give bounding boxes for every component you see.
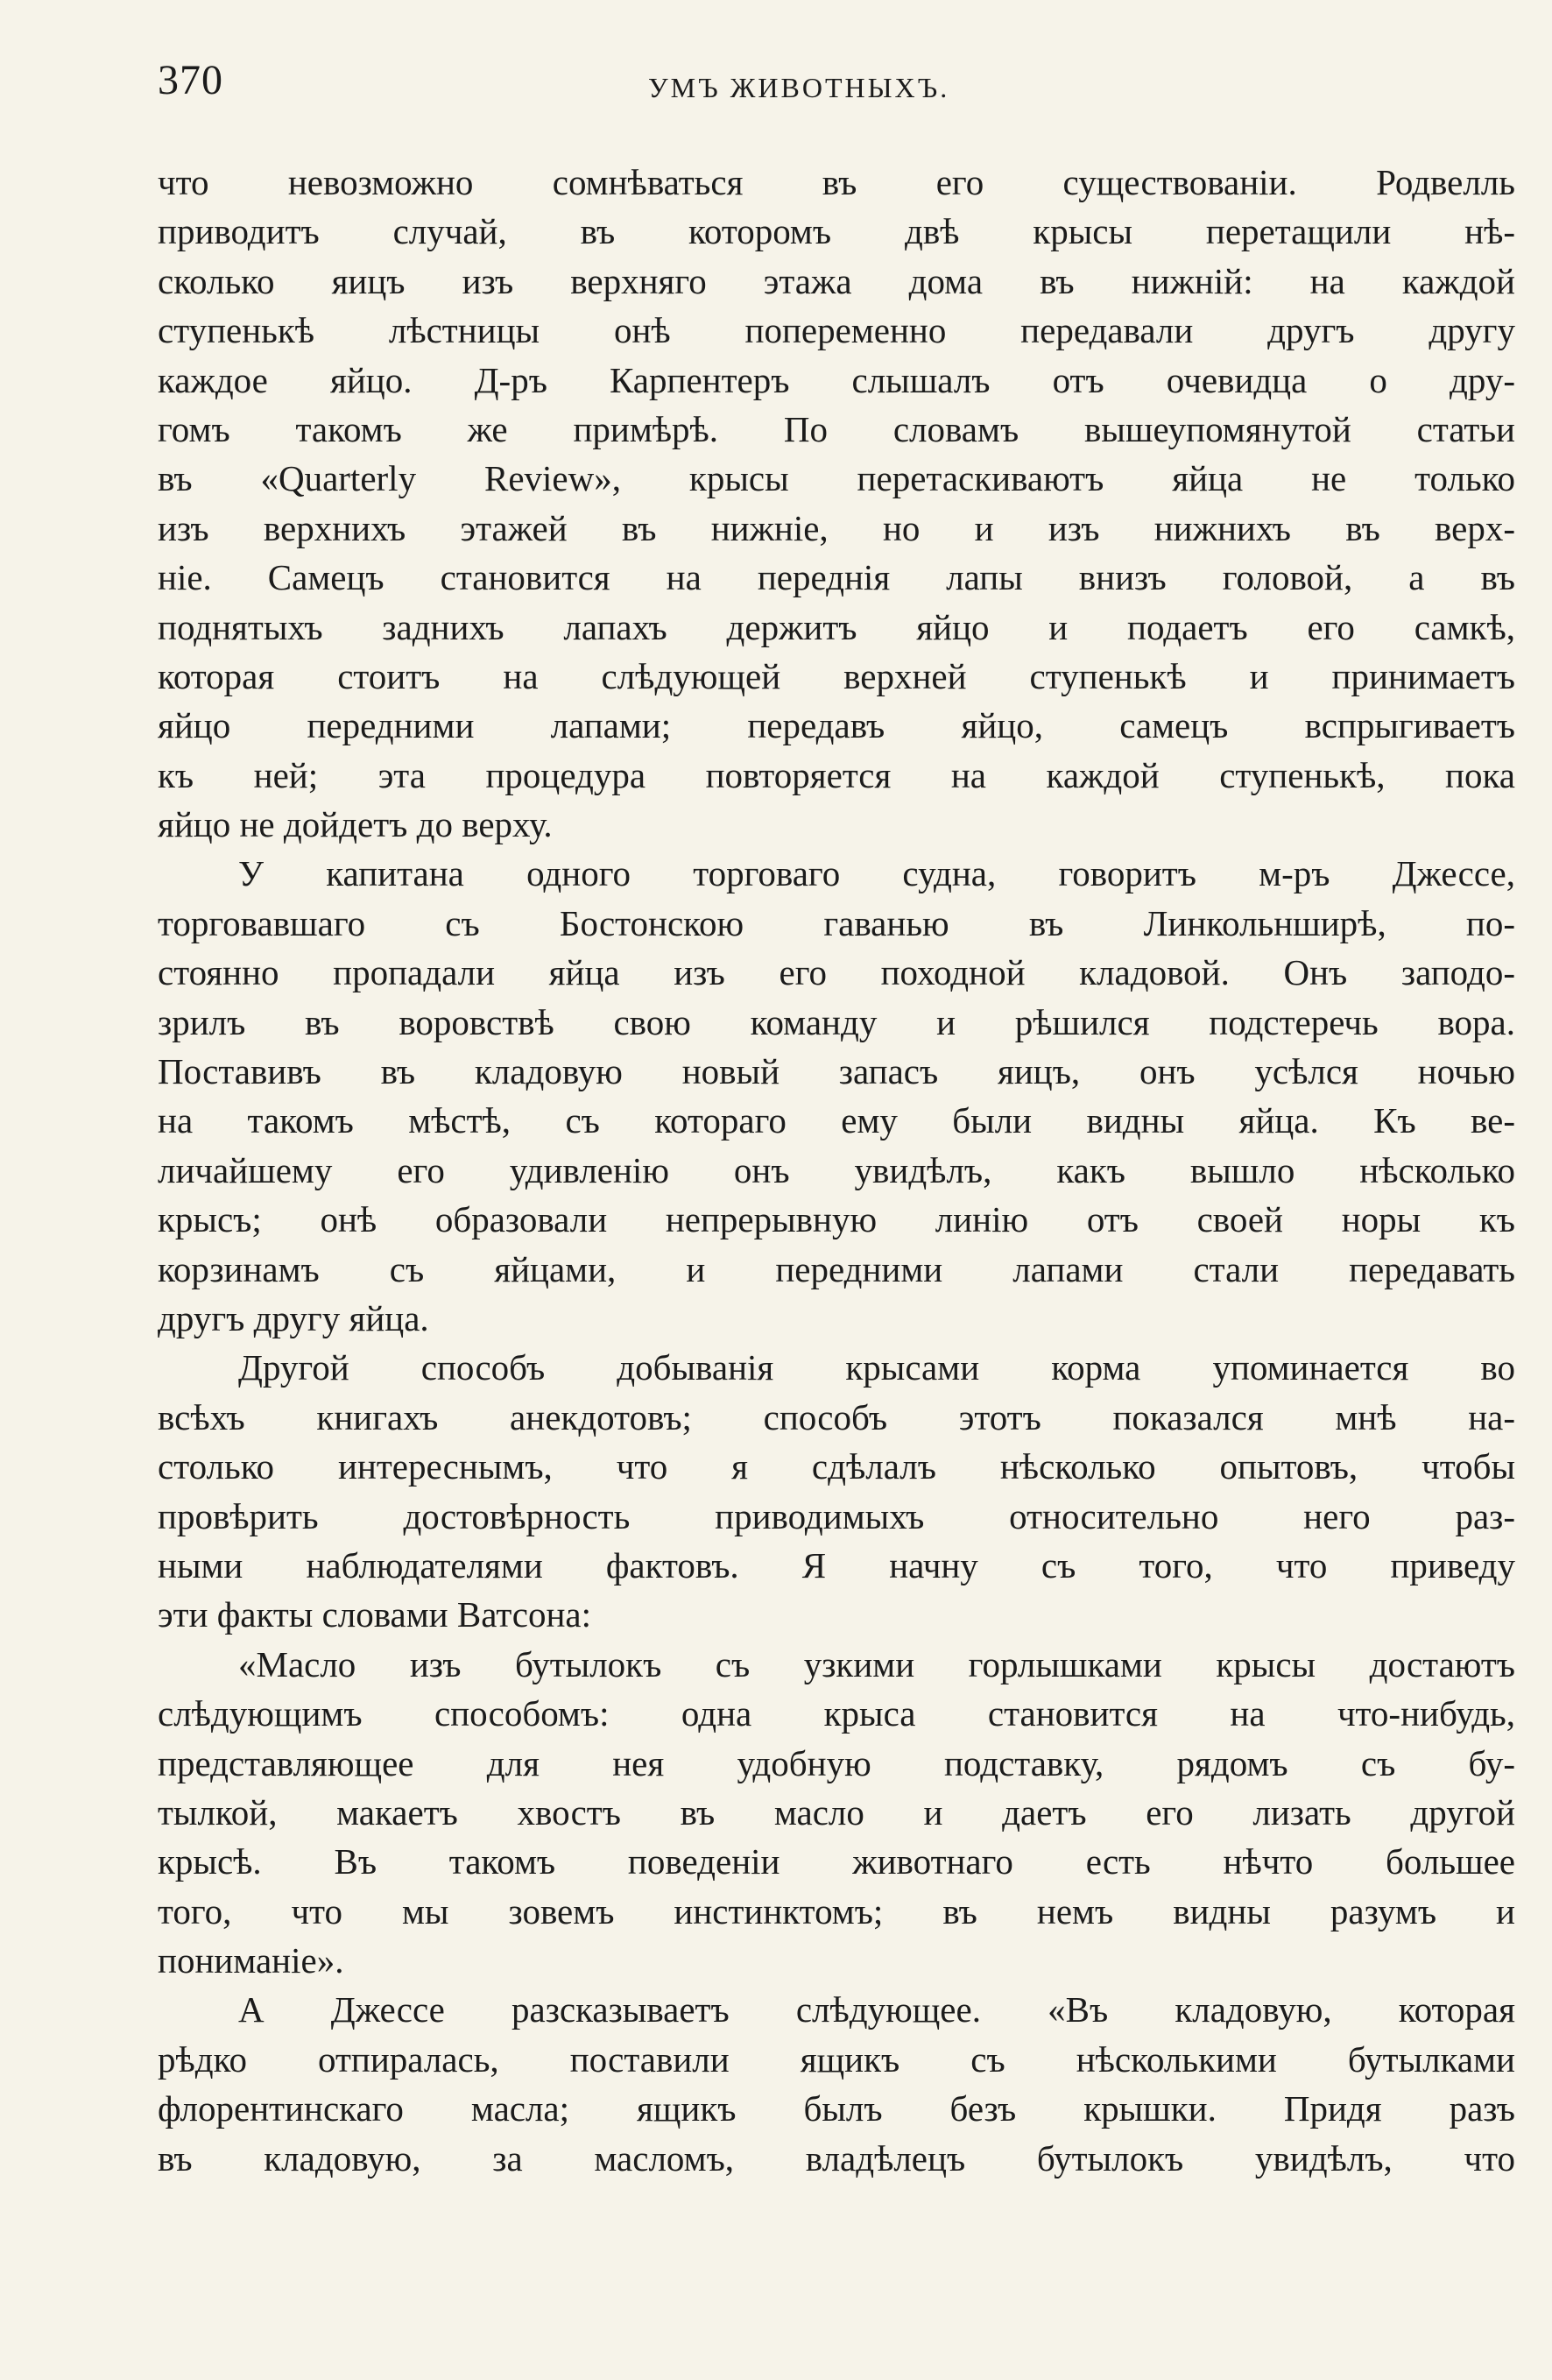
text-line: стоянно пропадали яйца изъ его походной кладовой. Онъ заподо- <box>158 952 1515 993</box>
text-line: Другой способъ добыванія крысами корма упоминается во <box>238 1347 1515 1388</box>
text-line: флорентинскаго масла; ящикъ былъ безъ крышки. Придя разъ <box>158 2088 1515 2129</box>
page-number: 370 <box>158 57 223 103</box>
text-line: зрилъ въ воровствѣ свою команду и рѣшился подстеречь вора. <box>158 1001 1515 1042</box>
text-line: яйцо не дойдетъ до верху. <box>158 804 553 845</box>
text-line: У капитана одного торговаго судна, говоритъ м-ръ Джессе, <box>238 853 1515 894</box>
text-line: на такомъ мѣстѣ, съ котораго ему были видны яйца. Къ ве- <box>158 1100 1515 1141</box>
text-line: гомъ такомъ же примѣрѣ. По словамъ вышеупомянутой статьи <box>158 408 1515 449</box>
text-line: которая стоитъ на слѣдующей верхней ступенькѣ и принимаетъ <box>158 655 1515 696</box>
text-line: что невозможно сомнѣваться въ его существованіи. Родвелль <box>158 162 1515 202</box>
text-line: Поставивъ въ кладовую новый запасъ яицъ, онъ усѣлся ночью <box>158 1051 1515 1092</box>
text-line: изъ верхнихъ этажей въ нижніе, но и изъ нижнихъ въ верх- <box>158 507 1515 548</box>
text-line: въ «Quarterly Review», крысы перетаскиваютъ яйца не только <box>158 458 1515 499</box>
text-line: того, что мы зовемъ инстинктомъ; въ немъ видны разумъ и <box>158 1890 1515 1932</box>
text-line: тылкой, макаетъ хвостъ въ масло и даетъ его лизать другой <box>158 1791 1515 1833</box>
text-line: другъ другу яйца. <box>158 1297 429 1338</box>
text-line: всѣхъ книгахъ анекдотовъ; способъ этотъ показался мнѣ на- <box>158 1396 1515 1437</box>
text-line: сколько яицъ изъ верхняго этажа дома въ нижній: на каждой <box>158 260 1515 301</box>
text-line: яйцо передними лапами; передавъ яйцо, самецъ вспрыгиваетъ <box>158 705 1515 746</box>
text-line: А Джессе разсказываетъ слѣдующее. «Въ кладовую, которая <box>238 1989 1515 2030</box>
text-line: эти факты словами Ватсона: <box>158 1594 592 1635</box>
text-line: крысѣ. Въ такомъ поведеніи животнаго есть нѣчто большее <box>158 1841 1515 1882</box>
running-title: УМЪ ЖИВОТНЫХЪ. <box>648 72 950 103</box>
text-line: ступенькѣ лѣстницы онѣ попеременно передавали другъ другу <box>158 310 1515 351</box>
text-line: ными наблюдателями фактовъ. Я начну съ того, что приведу <box>158 1544 1515 1585</box>
text-line: ніе. Самецъ становится на переднія лапы внизъ головой, а въ <box>158 557 1515 598</box>
text-line: провѣрить достовѣрность приводимыхъ относительно него раз- <box>158 1495 1515 1536</box>
text-line: слѣдующимъ способомъ: одна крыса становится на что-нибудь, <box>158 1693 1515 1734</box>
page-header <box>158 56 1515 109</box>
text-line: крысъ; онѣ образовали непрерывную линію отъ своей норы къ <box>158 1199 1515 1240</box>
text-line: пониманіе». <box>158 1940 344 1981</box>
text-line: приводитъ случай, въ которомъ двѣ крысы перетащили нѣ- <box>158 211 1515 252</box>
text-line: рѣдко отпиралась, поставили ящикъ съ нѣсколькими бутылками <box>158 2038 1515 2080</box>
text-line: въ кладовую, за масломъ, владѣлецъ бутылокъ увидѣлъ, что <box>158 2137 1515 2179</box>
text-line: къ ней; эта процедура повторяется на каждой ступенькѣ, пока <box>158 754 1515 795</box>
text-line: поднятыхъ заднихъ лапахъ держитъ яйцо и подаетъ его самкѣ, <box>158 606 1515 647</box>
body-text <box>158 158 1515 2183</box>
text-line: «Масло изъ бутылокъ съ узкими горлышками крысы достаютъ <box>238 1643 1515 1684</box>
text-line: каждое яйцо. Д-ръ Карпентеръ слышалъ отъ очевидца о дру- <box>158 359 1515 400</box>
text-line: корзинамъ съ яйцами, и передними лапами стали передавать <box>158 1248 1515 1289</box>
text-line: личайшему его удивленію онъ увидѣлъ, какъ вышло нѣсколько <box>158 1149 1515 1190</box>
text-line: столько интереснымъ, что я сдѣлалъ нѣсколько опытовъ, чтобы <box>158 1446 1515 1487</box>
text-line: представляющее для нея удобную подставку, рядомъ съ бу- <box>158 1742 1515 1783</box>
text-line: торговавшаго съ Бостонскою гаванью въ Линкольнширѣ, по- <box>158 902 1515 943</box>
